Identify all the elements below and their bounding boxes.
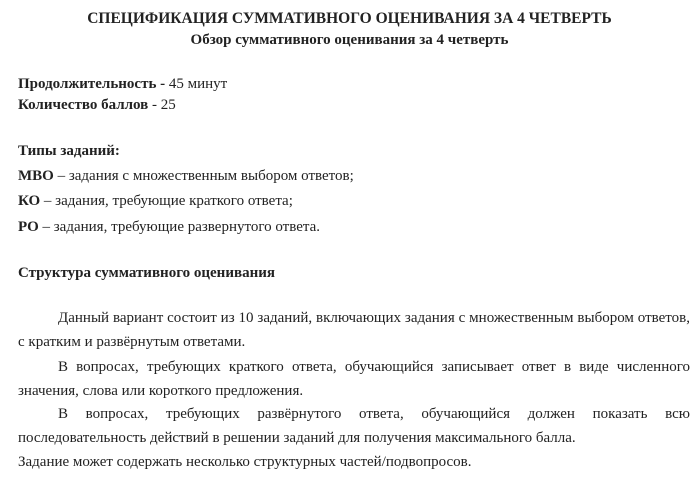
paragraph-text: Данный вариант состоит из 10 заданий, включающих задания с множественным выбором ответов, с кратким и развёрнутым ответами. [18,310,690,350]
task-type-text: – задания, требующие развернутого ответа. [42,219,321,235]
structure-heading: Структура суммативного оценивания [18,265,275,281]
duration-line [18,75,227,93]
task-type-item [18,167,354,185]
task-types-heading: Типы заданий: [18,143,120,159]
task-type-item [18,218,320,236]
structure-paragraph [18,355,690,403]
points-line [18,96,176,114]
structure-paragraph [18,402,690,450]
task-type-abbr: РО [18,219,39,235]
structure-final-note: Задание может содержать несколько структурных частей/подвопросов. [18,454,472,470]
paragraph-text: В вопросах, требующих краткого ответа, обучающийся записывает ответ в виде численного значения, слова или короткого предложения. [18,359,690,399]
task-type-text: – задания, требующие краткого ответа; [43,193,293,209]
task-type-text: – задания с множественным выбором ответов; [57,168,354,184]
document-subtitle: Обзор суммативного оценивания за 4 четверть [190,32,509,48]
duration-value: 45 минут [168,76,228,92]
task-type-item [18,192,293,210]
paragraph-text: В вопросах, требующих развёрнутого ответа, обучающийся должен показать всю последовательность действий в решении заданий для получения максимального балла. [18,406,690,446]
document-title: СПЕЦИФИКАЦИЯ СУММАТИВНОГО ОЦЕНИВАНИЯ ЗА 4 ЧЕТВЕРТЬ [87,10,612,27]
structure-paragraph [18,306,690,354]
task-type-abbr: МВО [18,168,54,184]
duration-label: Продолжительность - [18,76,166,92]
task-type-abbr: КО [18,193,41,209]
points-label: Количество баллов [18,97,149,113]
points-value: - 25 [152,97,176,113]
